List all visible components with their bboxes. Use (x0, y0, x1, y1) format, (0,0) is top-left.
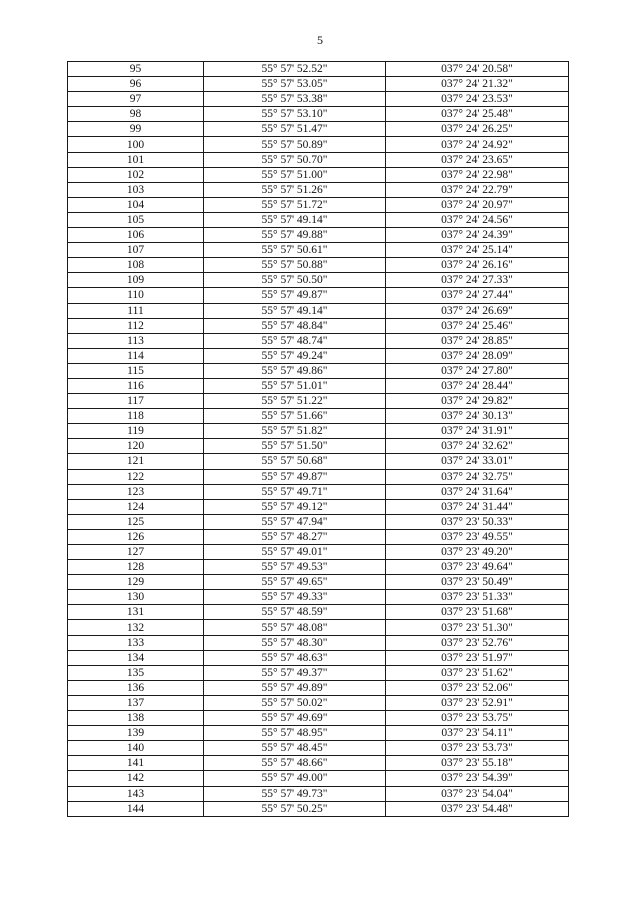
longitude-cell: 037° 24' 25.48" (386, 107, 569, 122)
longitude-cell: 037° 24' 25.14" (386, 243, 569, 258)
point-number-cell: 144 (68, 801, 204, 816)
table-row (68, 62, 569, 77)
longitude-cell: 037° 24' 29.82" (386, 394, 569, 409)
table-row (68, 499, 569, 514)
longitude-cell: 037° 24' 20.97" (386, 197, 569, 212)
point-number-cell: 112 (68, 318, 204, 333)
point-number-cell: 118 (68, 409, 204, 424)
table-row (68, 92, 569, 107)
point-number-cell: 104 (68, 197, 204, 212)
point-number-cell: 126 (68, 529, 204, 544)
longitude-cell: 037° 24' 23.53" (386, 92, 569, 107)
point-number-cell: 100 (68, 137, 204, 152)
table-row (68, 228, 569, 243)
point-number-cell: 133 (68, 635, 204, 650)
longitude-cell: 037° 23' 52.91" (386, 695, 569, 710)
table-row (68, 273, 569, 288)
point-number-cell: 135 (68, 665, 204, 680)
point-number-cell: 138 (68, 711, 204, 726)
table-row (68, 801, 569, 816)
longitude-cell: 037° 24' 20.58" (386, 62, 569, 77)
point-number-cell: 143 (68, 786, 204, 801)
point-number-cell: 129 (68, 575, 204, 590)
longitude-cell: 037° 23' 51.62" (386, 665, 569, 680)
longitude-cell: 037° 24' 31.91" (386, 424, 569, 439)
latitude-cell: 55° 57' 49.71" (204, 484, 386, 499)
latitude-cell: 55° 57' 49.88" (204, 228, 386, 243)
point-number-cell: 142 (68, 771, 204, 786)
longitude-cell: 037° 24' 21.32" (386, 77, 569, 92)
point-number-cell: 130 (68, 590, 204, 605)
table-row (68, 605, 569, 620)
longitude-cell: 037° 24' 26.25" (386, 122, 569, 137)
latitude-cell: 55° 57' 50.88" (204, 258, 386, 273)
longitude-cell: 037° 24' 26.69" (386, 303, 569, 318)
latitude-cell: 55° 57' 49.14" (204, 303, 386, 318)
table-row (68, 650, 569, 665)
longitude-cell: 037° 23' 53.75" (386, 711, 569, 726)
latitude-cell: 55° 57' 49.14" (204, 212, 386, 227)
table-row (68, 711, 569, 726)
latitude-cell: 55° 57' 50.50" (204, 273, 386, 288)
point-number-cell: 123 (68, 484, 204, 499)
table-row (68, 560, 569, 575)
latitude-cell: 55° 57' 48.74" (204, 333, 386, 348)
longitude-cell: 037° 23' 53.73" (386, 741, 569, 756)
latitude-cell: 55° 57' 49.01" (204, 545, 386, 560)
table-row (68, 545, 569, 560)
point-number-cell: 124 (68, 499, 204, 514)
longitude-cell: 037° 24' 24.56" (386, 212, 569, 227)
coordinates-table-body (68, 62, 569, 817)
point-number-cell: 117 (68, 394, 204, 409)
latitude-cell: 55° 57' 49.12" (204, 499, 386, 514)
table-row (68, 695, 569, 710)
longitude-cell: 037° 23' 49.64" (386, 560, 569, 575)
latitude-cell: 55° 57' 49.53" (204, 560, 386, 575)
table-row (68, 469, 569, 484)
longitude-cell: 037° 23' 51.30" (386, 620, 569, 635)
latitude-cell: 55° 57' 51.66" (204, 409, 386, 424)
point-number-cell: 134 (68, 650, 204, 665)
latitude-cell: 55° 57' 48.63" (204, 650, 386, 665)
latitude-cell: 55° 57' 48.95" (204, 726, 386, 741)
longitude-cell: 037° 23' 50.33" (386, 514, 569, 529)
latitude-cell: 55° 57' 49.89" (204, 680, 386, 695)
longitude-cell: 037° 23' 49.55" (386, 529, 569, 544)
page-number: 5 (317, 33, 323, 47)
latitude-cell: 55° 57' 48.59" (204, 605, 386, 620)
latitude-cell: 55° 57' 52.52" (204, 62, 386, 77)
point-number-cell: 137 (68, 695, 204, 710)
table-row (68, 122, 569, 137)
point-number-cell: 103 (68, 182, 204, 197)
table-row (68, 635, 569, 650)
longitude-cell: 037° 24' 33.01" (386, 454, 569, 469)
table-row (68, 243, 569, 258)
table-row (68, 318, 569, 333)
table-row (68, 771, 569, 786)
table-row (68, 394, 569, 409)
latitude-cell: 55° 57' 50.02" (204, 695, 386, 710)
latitude-cell: 55° 57' 48.27" (204, 529, 386, 544)
latitude-cell: 55° 57' 53.10" (204, 107, 386, 122)
table-row (68, 212, 569, 227)
longitude-cell: 037° 23' 54.04" (386, 786, 569, 801)
table-row (68, 182, 569, 197)
point-number-cell: 108 (68, 258, 204, 273)
longitude-cell: 037° 24' 27.33" (386, 273, 569, 288)
longitude-cell: 037° 23' 54.11" (386, 726, 569, 741)
table-row (68, 424, 569, 439)
longitude-cell: 037° 24' 26.16" (386, 258, 569, 273)
point-number-cell: 119 (68, 424, 204, 439)
longitude-cell: 037° 24' 32.62" (386, 439, 569, 454)
point-number-cell: 98 (68, 107, 204, 122)
longitude-cell: 037° 24' 30.13" (386, 409, 569, 424)
longitude-cell: 037° 23' 54.48" (386, 801, 569, 816)
longitude-cell: 037° 24' 28.09" (386, 348, 569, 363)
table-row (68, 439, 569, 454)
longitude-cell: 037° 23' 50.49" (386, 575, 569, 590)
point-number-cell: 111 (68, 303, 204, 318)
longitude-cell: 037° 24' 22.98" (386, 167, 569, 182)
point-number-cell: 141 (68, 756, 204, 771)
latitude-cell: 55° 57' 49.73" (204, 786, 386, 801)
latitude-cell: 55° 57' 51.82" (204, 424, 386, 439)
longitude-cell: 037° 24' 28.44" (386, 378, 569, 393)
latitude-cell: 55° 57' 47.94" (204, 514, 386, 529)
longitude-cell: 037° 24' 25.46" (386, 318, 569, 333)
longitude-cell: 037° 24' 23.65" (386, 152, 569, 167)
longitude-cell: 037° 24' 31.44" (386, 499, 569, 514)
latitude-cell: 55° 57' 48.45" (204, 741, 386, 756)
point-number-cell: 97 (68, 92, 204, 107)
latitude-cell: 55° 57' 51.26" (204, 182, 386, 197)
latitude-cell: 55° 57' 51.22" (204, 394, 386, 409)
latitude-cell: 55° 57' 49.33" (204, 590, 386, 605)
table-row (68, 726, 569, 741)
table-row (68, 348, 569, 363)
longitude-cell: 037° 23' 49.20" (386, 545, 569, 560)
table-row (68, 680, 569, 695)
latitude-cell: 55° 57' 49.00" (204, 771, 386, 786)
point-number-cell: 101 (68, 152, 204, 167)
table-row (68, 409, 569, 424)
latitude-cell: 55° 57' 50.70" (204, 152, 386, 167)
point-number-cell: 96 (68, 77, 204, 92)
longitude-cell: 037° 24' 27.80" (386, 363, 569, 378)
table-row (68, 137, 569, 152)
table-row (68, 77, 569, 92)
point-number-cell: 139 (68, 726, 204, 741)
latitude-cell: 55° 57' 53.38" (204, 92, 386, 107)
latitude-cell: 55° 57' 51.47" (204, 122, 386, 137)
longitude-cell: 037° 23' 55.18" (386, 756, 569, 771)
table-row (68, 529, 569, 544)
longitude-cell: 037° 24' 24.39" (386, 228, 569, 243)
point-number-cell: 102 (68, 167, 204, 182)
latitude-cell: 55° 57' 50.68" (204, 454, 386, 469)
table-row (68, 454, 569, 469)
latitude-cell: 55° 57' 51.50" (204, 439, 386, 454)
latitude-cell: 55° 57' 49.86" (204, 363, 386, 378)
table-row (68, 107, 569, 122)
point-number-cell: 107 (68, 243, 204, 258)
point-number-cell: 99 (68, 122, 204, 137)
table-row (68, 167, 569, 182)
point-number-cell: 122 (68, 469, 204, 484)
point-number-cell: 136 (68, 680, 204, 695)
longitude-cell: 037° 23' 54.39" (386, 771, 569, 786)
table-row (68, 258, 569, 273)
table-row (68, 514, 569, 529)
longitude-cell: 037° 23' 51.68" (386, 605, 569, 620)
table-row (68, 333, 569, 348)
table-row (68, 575, 569, 590)
latitude-cell: 55° 57' 48.66" (204, 756, 386, 771)
table-row (68, 197, 569, 212)
longitude-cell: 037° 24' 28.85" (386, 333, 569, 348)
point-number-cell: 105 (68, 212, 204, 227)
point-number-cell: 106 (68, 228, 204, 243)
longitude-cell: 037° 23' 52.76" (386, 635, 569, 650)
longitude-cell: 037° 23' 51.97" (386, 650, 569, 665)
latitude-cell: 55° 57' 50.89" (204, 137, 386, 152)
point-number-cell: 121 (68, 454, 204, 469)
point-number-cell: 116 (68, 378, 204, 393)
latitude-cell: 55° 57' 51.01" (204, 378, 386, 393)
latitude-cell: 55° 57' 51.00" (204, 167, 386, 182)
table-row (68, 152, 569, 167)
table-row (68, 590, 569, 605)
point-number-cell: 95 (68, 62, 204, 77)
table-row (68, 288, 569, 303)
point-number-cell: 131 (68, 605, 204, 620)
longitude-cell: 037° 24' 22.79" (386, 182, 569, 197)
latitude-cell: 55° 57' 48.08" (204, 620, 386, 635)
latitude-cell: 55° 57' 49.69" (204, 711, 386, 726)
table-row (68, 620, 569, 635)
longitude-cell: 037° 24' 24.92" (386, 137, 569, 152)
point-number-cell: 120 (68, 439, 204, 454)
longitude-cell: 037° 24' 32.75" (386, 469, 569, 484)
latitude-cell: 55° 57' 49.87" (204, 288, 386, 303)
longitude-cell: 037° 23' 51.33" (386, 590, 569, 605)
point-number-cell: 125 (68, 514, 204, 529)
longitude-cell: 037° 24' 27.44" (386, 288, 569, 303)
latitude-cell: 55° 57' 49.24" (204, 348, 386, 363)
latitude-cell: 55° 57' 49.37" (204, 665, 386, 680)
table-row (68, 756, 569, 771)
latitude-cell: 55° 57' 50.61" (204, 243, 386, 258)
point-number-cell: 128 (68, 560, 204, 575)
table-row (68, 378, 569, 393)
table-row (68, 665, 569, 680)
point-number-cell: 109 (68, 273, 204, 288)
latitude-cell: 55° 57' 53.05" (204, 77, 386, 92)
latitude-cell: 55° 57' 49.87" (204, 469, 386, 484)
table-row (68, 303, 569, 318)
latitude-cell: 55° 57' 50.25" (204, 801, 386, 816)
point-number-cell: 132 (68, 620, 204, 635)
point-number-cell: 127 (68, 545, 204, 560)
table-row (68, 786, 569, 801)
point-number-cell: 114 (68, 348, 204, 363)
table-row (68, 363, 569, 378)
coordinates-table (67, 61, 569, 817)
latitude-cell: 55° 57' 49.65" (204, 575, 386, 590)
latitude-cell: 55° 57' 51.72" (204, 197, 386, 212)
point-number-cell: 110 (68, 288, 204, 303)
longitude-cell: 037° 24' 31.64" (386, 484, 569, 499)
point-number-cell: 140 (68, 741, 204, 756)
table-row (68, 741, 569, 756)
latitude-cell: 55° 57' 48.84" (204, 318, 386, 333)
table-row (68, 484, 569, 499)
latitude-cell: 55° 57' 48.30" (204, 635, 386, 650)
point-number-cell: 115 (68, 363, 204, 378)
point-number-cell: 113 (68, 333, 204, 348)
longitude-cell: 037° 23' 52.06" (386, 680, 569, 695)
